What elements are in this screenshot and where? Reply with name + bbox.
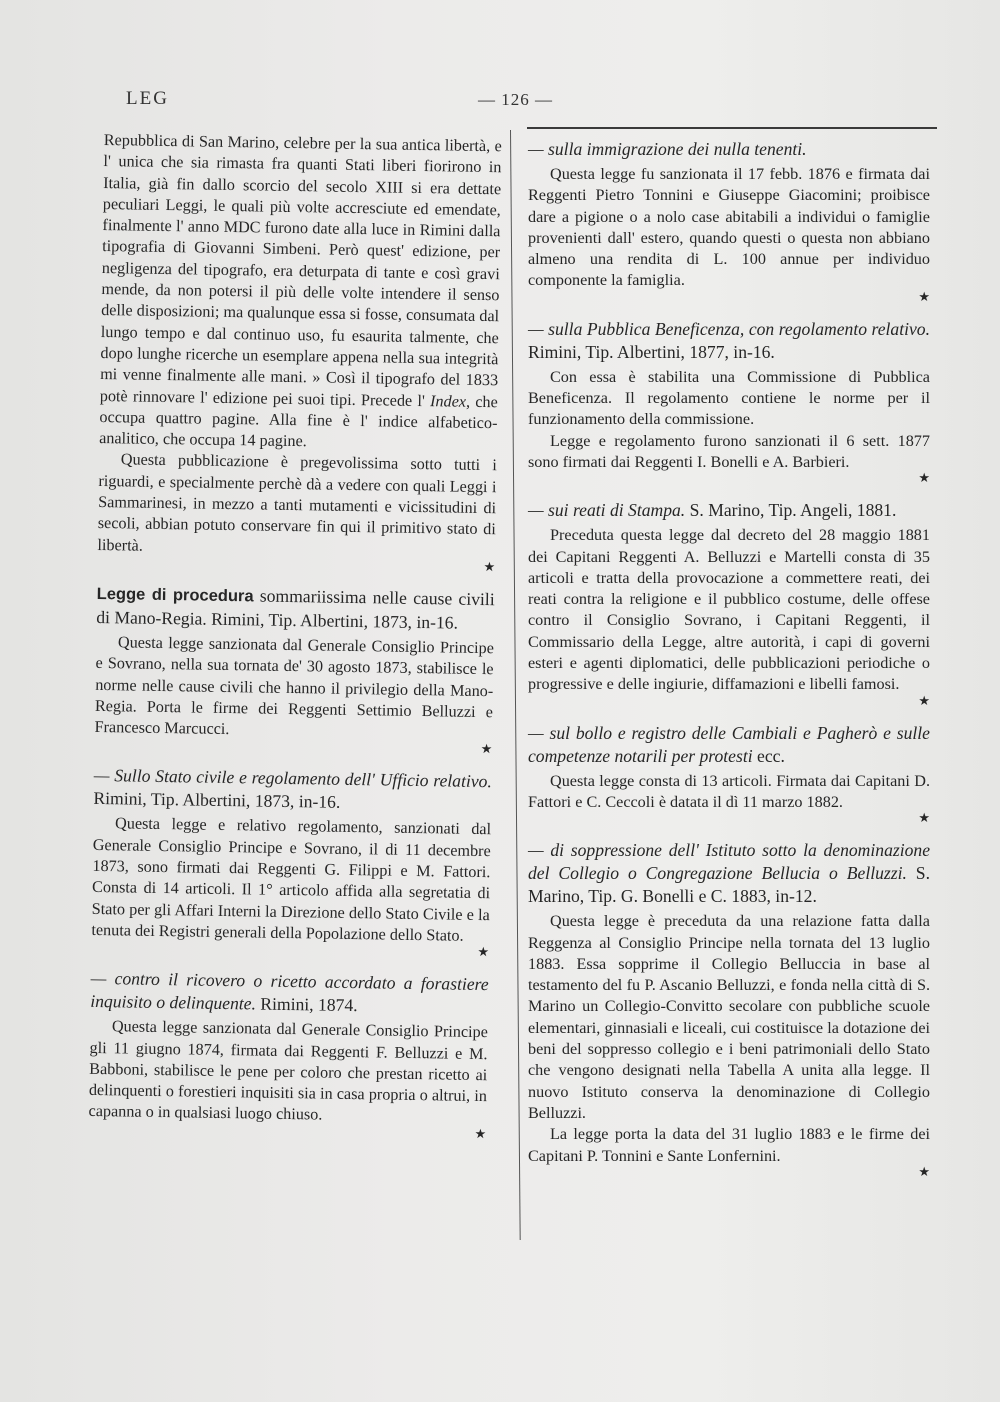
right-column [528,138,930,1179]
paragraph: Questa legge è preceduta da una relazione fatta dalla Reggenza al Consiglio Principe nella tornata del 13 luglio 1883. Essa sopprime il Collegio Belluccia in base al testamento del fu P. Ascanio Belluzzi, e fonda nella città di S. Marino un Collegio-Convitto secolare con pubbliche scuole elementari, ginnasiali e liceali, cui costituisce la dotazione dei beni del soppresso collegio e i beni patrimoniali dello Stato che vengono designati nella Tabella A unita alla legge. Il nuovo Istituto conserva la denominazione di Collegio Belluzzi. [528,912,930,1122]
entry-title-bold: Legge di procedura [96,584,254,606]
entry-title-text: sommariissima nelle cause civili di Mano-Regia. Rimini, Tip. Albertini, 1873, in-16. [96,585,495,633]
entry-title-italic: — sui reati di Stampa. [528,500,686,521]
star-ornament: ★ [918,1163,930,1179]
column-divider [510,130,521,1240]
entry-title [528,722,930,768]
paragraph: Con essa è stabilita una Commissione di Pubblica Beneficenza. Il regolamento contiene le norme per il funzionamento della commissione. [528,367,930,429]
entry-title-text: Rimini, Tip. Albertini, 1873, in-16. [93,788,341,813]
entry-title-text: S. Marino, Tip. Angeli, 1881. [685,500,897,521]
entry-title-italic: — di soppressione dell' Istituto sotto la denominazione del Collegio o Congregazione Bellucia o Belluzzi. [528,840,930,884]
star-ornament: ★ [483,558,496,575]
paragraph [99,130,502,456]
page-number: — 126 — [478,90,553,109]
paragraph: Questa legge sanzionata dal Generale Consiglio Principe gli 11 giugno 1874, firmata dai Reggenti F. Belluzzi e M. Babboni, stabilisce le pene per coloro che prestan ricetto ai delinquenti o forestieri inquisiti sia in casa propria o altrui, in capanna o in qualsiasi luogo chiuso. [88,1017,489,1124]
entry-title-italic: — contro il ricovero o ricetto accordato a forastiere inquisito o delinquente. [90,968,489,1014]
header-rule [527,127,937,129]
paragraph: Questa legge sanzionata dal Generale Consiglio Principe e Sovrano, nella sua tornata de' 30 agosto 1873, stabilisce le norme nelle cause civili che hanno il privilegio della Mano-Regia. Porta le firme dei Reggenti Settimio Belluzzi e Francesco Marcucci. [94,633,495,739]
entry-title-italic: — sul bollo e registro delle Cambiali e Pagherò e sulle competenze notarili per protesti [528,722,930,766]
entry-title [93,764,492,816]
entry-title-text: Rimini, 1874. [255,993,358,1016]
entry-title [528,318,930,364]
star-ornament: ★ [480,741,493,757]
paragraph-text: Repubblica di San Marino, celebre per la sua antica libertà, e l' unica che sia rimasta fra quanti Stati liberi fiorirono in Italia, già fin dallo scorcio del secolo XIII si era dettate peculiari Leggi, le quali più volte accresciute ed emendate, finalmente l' anno MDC furono date alla luce in Rimini dalla tipografia di Giovanni Simbeni. Però quest' edizione, per negligenza del tipografo, era deturpata di tante e così gravi mende, da non potersi il più delle volte intendere il senso delle disposizioni; ma qualunque essa si fosse, consumata dal lungo tempo e dal continuo uso, fu esaurita talmente, che dopo lunghe ricerche un esemplare appena nella sua integrità mi venne finalmente alle mani. » Così il tipografo del 1833 potè rinnovare l' edizione pei suoi tipi. Precede l' [99,130,502,410]
paragraph: Questa pubblicazione è pregevolissima sotto tutti i riguardi, e specialmente perchè dà a vedere con quali Leggi i Sammarinesi, in mezzo a tanti mutamenti e vicissitudini di secoli, abbian potuto conservare fin qui il primitivo stato di libertà. [97,450,497,555]
star-ornament: ★ [918,810,930,826]
star-ornament: ★ [918,288,930,304]
paragraph: Questa legge consta di 13 articoli. Firmata dai Capitani D. Fattori e C. Ceccoli è datata il dì 11 marzo 1882. [528,771,930,811]
running-head: LEG [126,88,169,109]
left-column [88,130,502,1141]
paragraph: Questa legge fu sanzionata il 17 febb. 1876 e firmata dai Reggenti Pietro Tonnini e Giuseppe Giacomini; proibisce dare a pigione o a nolo case abitabili a individui o famiglie provenienti dall' estero, quando questi o questa non abbiano almeno una rendita di L. 100 annue per individuo componente la famiglia. [528,165,930,290]
entry-title [528,839,930,908]
entry-title [528,138,930,161]
paragraph-italic: Index [429,391,467,411]
star-ornament: ★ [918,470,930,486]
entry-title-italic: — sulla immigrazione dei nulla tenenti. [528,139,807,159]
star-ornament: ★ [918,692,930,708]
star-ornament: ★ [474,1125,487,1141]
entry-title [528,499,930,522]
entry-title [90,967,489,1019]
paragraph: Preceduta questa legge dal decreto del 28 maggio 1881 dei Capitani Reggenti A. Belluzzi e Martelli consta di 35 articoli e tratta della provocazione a commettere reati, dei reati contra la religione e il pubblico costume, delle offese contro il Consiglio Sovrano, i Capitani Reggenti, il Commissario della Legge, altre autorità, i capi di governi esteri e agenti diplomatici, delle pubblicazioni periodiche o progressive e delle ingiurie, diffamazioni e libelli famosi. [528,526,930,694]
entry-title-text: ecc. [752,745,785,766]
paragraph-text: , che occupa quattro pagine. Alla fine è l' indice alfabetico-analitico, che occupa 14 pagine. [99,392,498,451]
entry-title-italic: — Sullo Stato civile e regolamento dell' Ufficio relativo. [93,765,492,792]
paragraph: La legge porta la data del 31 luglio 1883 e le firme dei Capitani P. Tonnini e Sante Lonfernini. [528,1125,930,1165]
entry-title-italic: — sulla Pubblica Beneficenza, con regolamento relativo. [528,318,930,339]
entry-title-text: S. Marino, Tip. G. Bonelli e C. 1883, in-12. [528,863,930,907]
paragraph: Legge e regolamento furono sanzionati il 6 sett. 1877 sono firmati dai Reggenti I. Bonelli e A. Barbieri. [528,431,930,471]
entry-title-text: Rimini, Tip. Albertini, 1877, in-16. [528,341,775,362]
entry-title [96,582,495,635]
paragraph: Questa legge e relativo regolamento, sanzionati dal Generale Consiglio Principe e Sovrano, il di 11 decembre 1873, sono firmati dai Reggenti G. Filippi e M. Fattori. Consta di 14 articoli. Il 1° articolo affida alla segretatia di Stato per gli Affari Interni la Direzione dello Stato Civile e la tenuta dei Registri generali della Popolazione dello Stato. [91,814,492,945]
star-ornament: ★ [477,944,490,960]
